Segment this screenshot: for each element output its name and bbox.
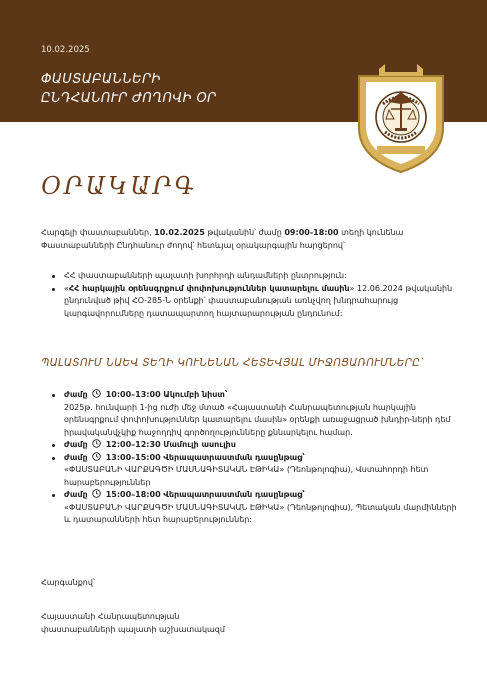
event-description: 2025թ. հունվարի 1-ից ուժի մեջ մտած «Հայաստանի Հանրապետության հարկային օրենսգրքում փոփոխություններ կատարելու մասին» օրենքի առաջացրած խնդիր-ների դեմ իրավականվչկիք հաջողդիվ գործողությունները քննարկելու համար. xyxy=(64,402,451,437)
section-title: ՊԱԼԱՏՈՒՄ ՆԱԵՎ ՏԵՂԻ ԿՈՒՆԵՆԱՆ ՀԵՏԵՎՅԱԼ ՄԻՋՈՑԱՌՈՒՄՆԵՐԸ՝ xyxy=(41,357,424,369)
event-time: 15:00–18:00 xyxy=(105,490,161,499)
signature-block xyxy=(41,611,225,636)
event-label: Ժամը xyxy=(64,490,88,499)
closing-greeting: Հարգանքով՝ xyxy=(41,578,95,587)
clock-icon xyxy=(92,452,101,461)
intro-date: 10.02.2025 xyxy=(154,228,205,237)
agenda-item-bold: ՀՀ հարկային օրենսգրքում փոփոխություններ կատարելու մասին xyxy=(68,283,350,293)
agenda-item-text: ՀՀ փաստաբանների պալատի խորհրդի անդամների ընտրություն: xyxy=(64,271,347,280)
event-title: Վերապատրաստման դասընթաց՝ xyxy=(163,452,305,462)
event-time: 13:00–15:00 xyxy=(105,452,161,462)
agenda-item-pre: « xyxy=(64,283,69,293)
event-title-line2: ԸՆԴՀԱՆՈՒՐ ԺՈՂՈՎԻ ՕՐ xyxy=(41,91,217,106)
agenda-title: ՕՐԱԿԱՐԳ xyxy=(41,172,197,200)
event-item xyxy=(52,452,462,490)
event-item xyxy=(52,439,462,452)
agenda-intro xyxy=(41,227,461,252)
event-description: «ՓԱՍՏԱԲԱՆԻ ՎԱՐՔԱԳԾԻ ՄԱՍՆԱԳԻՏԱԿԱՆ ԷԹԻԿԱ» (Դեոնթոլոգիա), Վստահորդի հետ հարաբերություններ xyxy=(64,465,429,487)
event-item xyxy=(52,389,462,439)
event-time: 12:00–12:30 xyxy=(105,440,161,449)
event-label: Ժամը xyxy=(64,452,88,462)
list-item xyxy=(52,283,462,321)
event-description: «ՓԱՍՏԱԲԱՆԻ ՎԱՐՔԱԳԾԻ ՄԱՍՆԱԳԻՏԱԿԱՆ ԷԹԻԿԱ» (Դեոնթոլոգիա), Պետական մարմինների և դատարանների հետ հարաբերություններ: xyxy=(64,502,457,524)
intro-time: 09:00-18:00 xyxy=(284,228,339,237)
list-item xyxy=(52,270,462,283)
event-time: 10:00–13:00 xyxy=(105,390,161,399)
event-title-line1: ՓԱՍՏԱԲԱՆՆԵՐԻ xyxy=(41,72,161,87)
intro-part3: տեղի կունենա Փաստաբանների Ընդհանուր ժողով՝ հետևյալ օրակարգային հարցերով՝ xyxy=(41,228,404,250)
clock-icon xyxy=(92,439,101,448)
event-title: Մամուլի ասուլիս xyxy=(163,440,236,449)
bar-association-emblem-icon xyxy=(355,62,447,174)
intro-part2: թվականին՝ ժամը xyxy=(204,228,285,237)
events-list xyxy=(52,389,462,527)
event-title: Ակումբի նիստ՝ xyxy=(163,390,228,399)
signature-line1: Հայաստանի Հանրապետության xyxy=(41,612,180,621)
event-item xyxy=(52,489,462,527)
intro-part1: Հարգելի փաստաբաններ, xyxy=(41,228,155,237)
event-title xyxy=(41,70,217,108)
event-label: Ժամը xyxy=(64,390,88,399)
clock-icon xyxy=(92,489,101,498)
agenda-list xyxy=(52,270,462,320)
clock-icon xyxy=(92,389,101,398)
event-title: Վերապատրաստման դասընթաց՝ xyxy=(163,490,305,499)
agenda-item-post: » 12.06.2024 թվականին ընդունված թիվ ՀՕ-285-Ն օրենքի՝ փաստաբանության առնչվող խնդրահարույց կարգավորումները դատապարտող հայտարարության ընդունում: xyxy=(64,283,453,318)
signature-line2: փաստաբանների պալատի աշխատակազմ xyxy=(41,624,225,634)
event-date: 10.02.2025 xyxy=(41,45,90,55)
event-label: Ժամը xyxy=(64,440,88,449)
